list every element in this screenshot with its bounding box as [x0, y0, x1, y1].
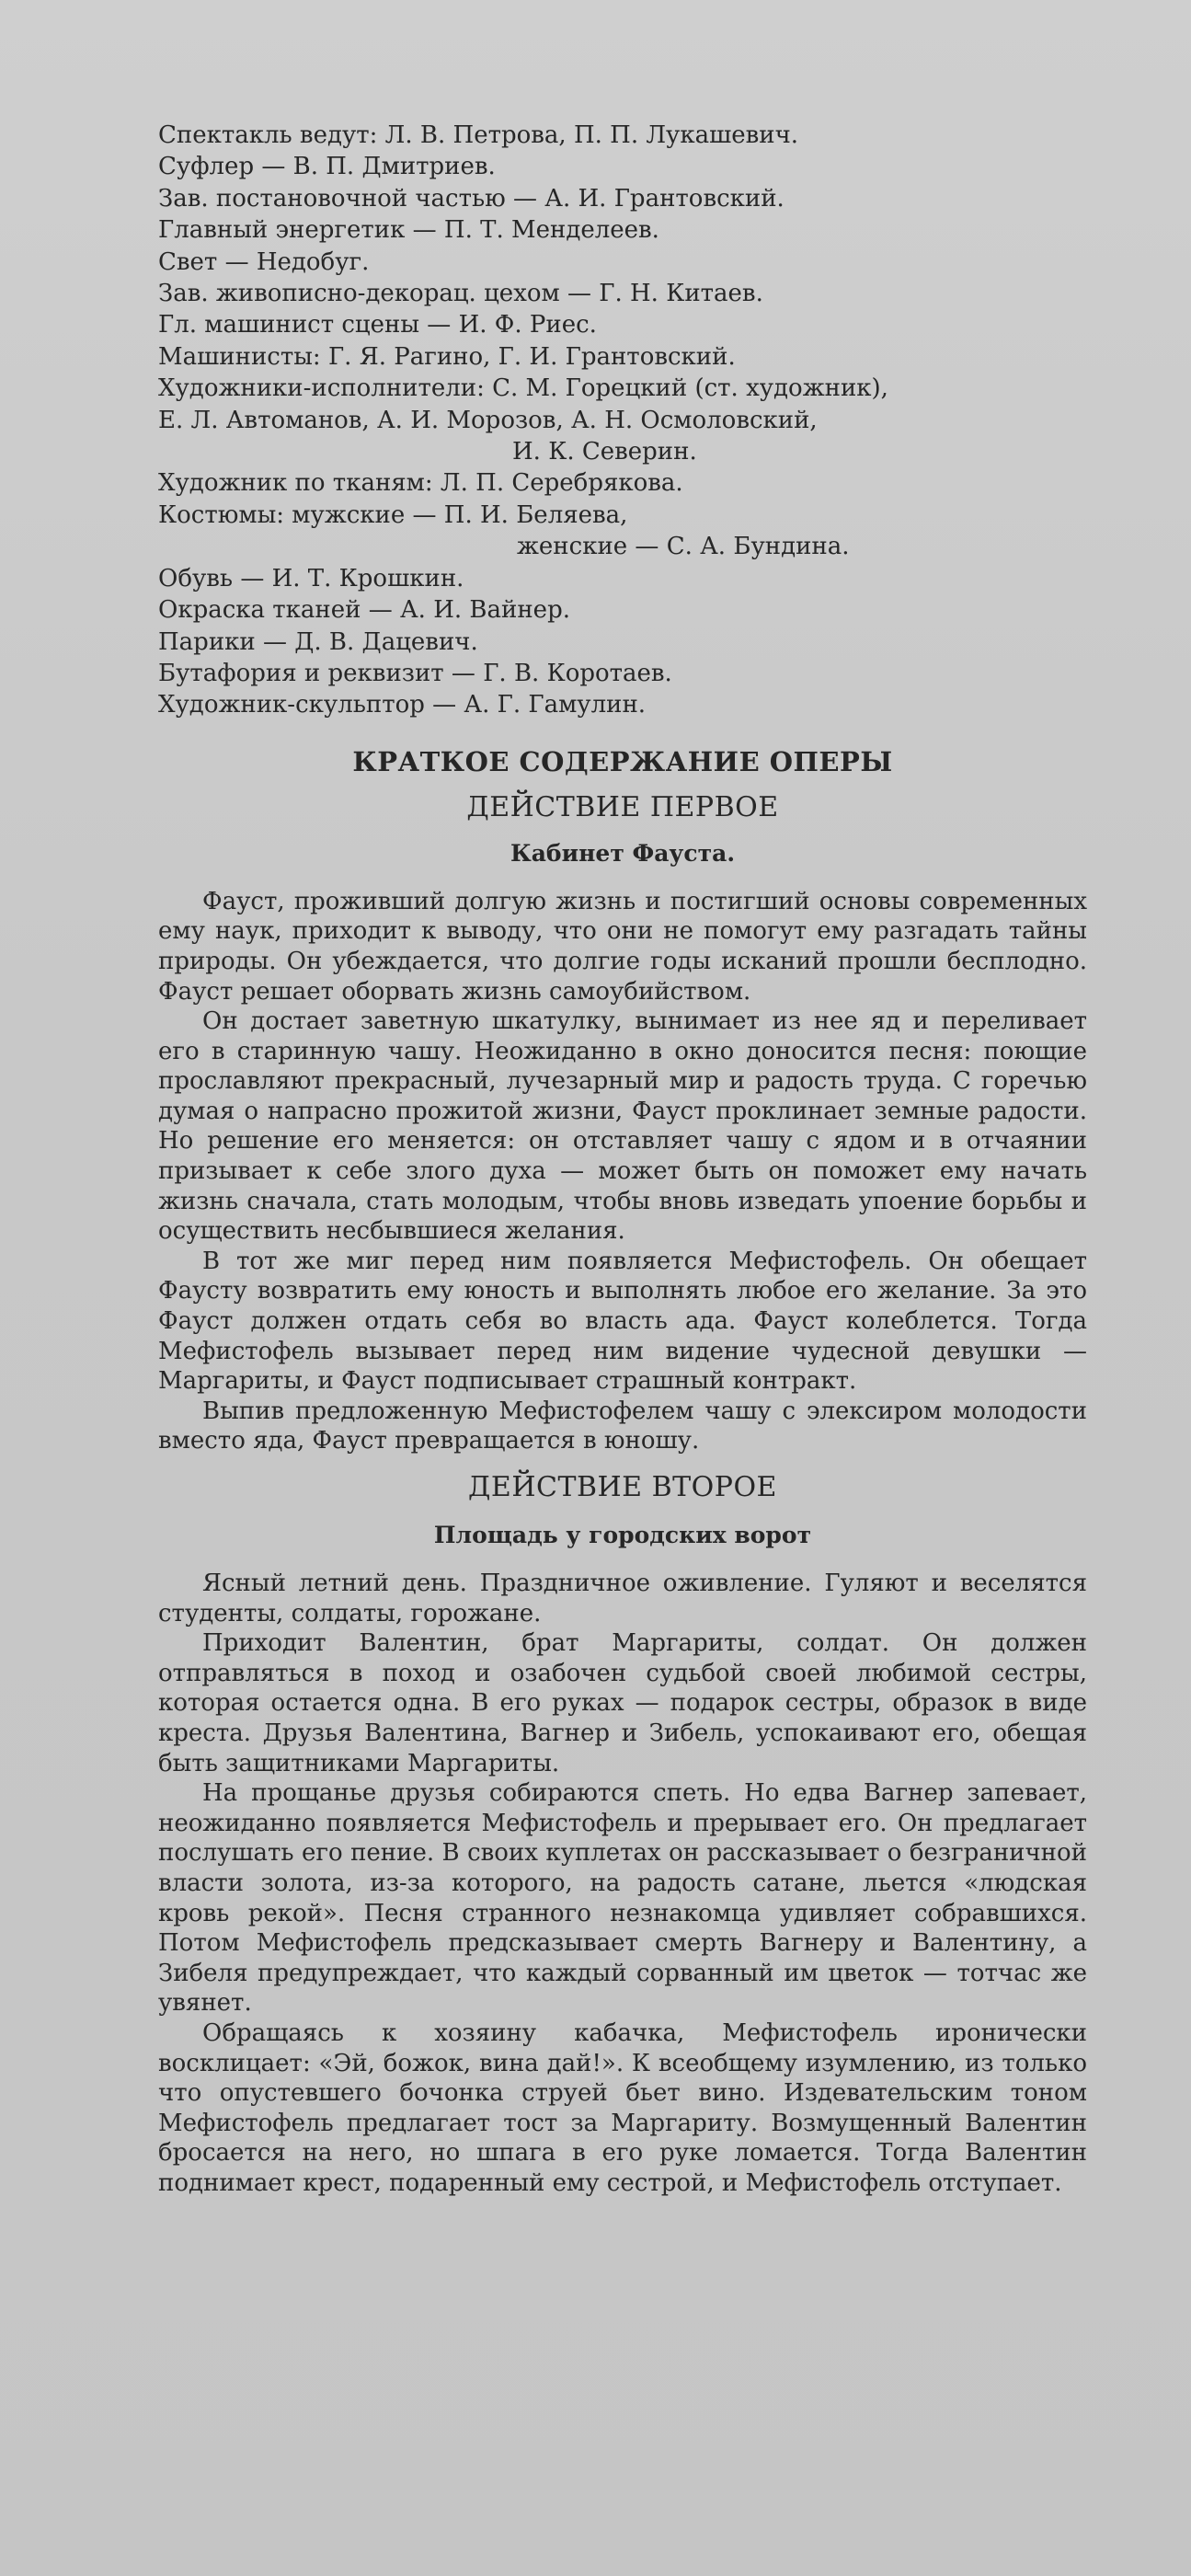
paragraph: Ясный летний день. Праздничное оживление. Гуляют и веселятся студенты, солдаты, горожане. [158, 1570, 1087, 1627]
credit-line: Гл. машинист сцены — И. Ф. Риес. [158, 311, 597, 339]
credit-line: женские — С. А. Бундина. [517, 533, 850, 561]
paragraph: Приходит Валентин, брат Маргариты, солдат. Он должен отправляться в поход и озабочен судьбой своей любимой сестры, которая остается одна. В его руках — подарок сестры, образок в виде креста. Друзья Валентина, Вагнер и Зибель, успокаивают его, обещая быть защитниками Маргариты. [158, 1629, 1087, 1777]
credit-line: Свет — Недобуг. [158, 247, 370, 276]
credit-line: Машинисты: Г. Я. Рагино, Г. И. Грантовский. [158, 342, 736, 371]
credit-line: Зав. живописно-декорац. цехом — Г. Н. Китаев. [158, 280, 763, 308]
credit-line: Окраска тканей — А. И. Вайнер. [158, 596, 570, 625]
credit-line: Бутафория и реквизит — Г. В. Коротаев. [158, 659, 672, 687]
paragraph: На прощанье друзья собираются спеть. Но едва Вагнер запевает, неожиданно появляется Мефистофель и прерывает его. Он предлагает послушать его пение. В своих куплетах он рассказывает о безграничной власти золота, из-за которого, на радость сатане, льется «людская кровь рекой». Песня странного незнакомца удивляет собравшихся. Потом Мефистофель предсказывает смерть Вагнеру и Валентину, а Зибеля предупреждает, что каждый сорванный им цветок — тотчас же увянет. [158, 1779, 1087, 2018]
paragraph: Фауст, проживший долгую жизнь и постигший основы современных ему наук, приходит к выводу, что они не помогут ему разгадать тайны природы. Он убеждается, что долгие годы исканий прошли бесплодно. Фауст решает оборвать жизнь самоубийством. [158, 887, 1087, 1006]
credit-line: Зав. постановочной частью — А. И. Грантовский. [158, 184, 784, 213]
credit-line: Главный энергетик — П. Т. Менделеев. [158, 216, 659, 245]
paragraph: Обращаясь к хозяину кабачка, Мефистофель иронически восклицает: «Эй, божок, вина дай!». К всеобщему изумлению, из только что опустевшего бочонка струей бьет вино. Издевательским тоном Мефистофель предлагает тост за Маргариту. Возмущенный Валентин бросается на него, но шпага в его руке ломается. Тогда Валентин поднимает крест, подаренный ему сестрой, и Мефистофель отступает. [158, 2018, 1087, 2197]
credits-list [158, 120, 1087, 721]
credit-line: Обувь — И. Т. Крошкин. [158, 564, 464, 592]
act-two-scene: Площадь у городских ворот [433, 1522, 812, 1548]
act-one-title: ДЕЙСТВИЕ ПЕРВОЕ [466, 790, 779, 823]
credit-line: Художник по тканям: Л. П. Серебрякова. [158, 469, 683, 498]
credit-line: Художники-исполнители: С. М. Горецкий (ст. художник), [158, 374, 888, 403]
act-two-title: ДЕЙСТВИЕ ВТОРОЕ [468, 1471, 777, 1503]
act-one-text [158, 887, 1087, 1456]
credit-line: Спектакль ведут: Л. В. Петрова, П. П. Лукашевич. [158, 121, 799, 149]
page-content [158, 120, 1087, 2198]
credit-line: И. К. Северин. [512, 438, 697, 466]
paragraph: Он достает заветную шкатулку, вынимает из нее яд и переливает его в старинную чашу. Неожиданно в окно доносится песня: поющие прославляют прекрасный, лучезарный мир и радость труда. С горечью думая о напрасно прожитой жизни, Фауст проклинает земные радости. Но решение его меняется: он отставляет чашу с ядом и в отчаянии призывает к себе злого духа — может быть он поможет ему начать жизнь сначала, стать молодым, чтобы вновь изведать упоение борьбы и осуществить несбывшиеся желания. [158, 1007, 1087, 1246]
credit-line: Суфлер — В. П. Дмитриев. [158, 153, 496, 181]
credit-line: Костюмы: мужские — П. И. Беляева, [158, 500, 628, 529]
credit-line: Парики — Д. В. Дацевич. [158, 627, 478, 656]
paragraph: Выпив предложенную Мефистофелем чашу с элексиром молодости вместо яда, Фауст превращается в юношу. [158, 1397, 1087, 1455]
summary-title: КРАТКОЕ СОДЕРЖАНИЕ ОПЕРЫ [352, 745, 893, 777]
paragraph: В тот же миг перед ним появляется Мефистофель. Он обещает Фаусту возвратить ему юность и выполнять любое его желание. За это Фауст должен отдать себя во власть ада. Фауст колеблется. Тогда Мефистофель вызывает перед ним видение чудесной девушки — Маргариты, и Фауст подписывает страшный контракт. [158, 1247, 1087, 1396]
act-two-text [158, 1569, 1087, 2198]
credit-line: Художник-скульптор — А. Г. Гамулин. [158, 691, 647, 719]
credit-line: Е. Л. Автоманов, А. И. Морозов, А. Н. Осмоловский, [158, 406, 818, 434]
act-one-scene: Кабинет Фауста. [510, 839, 736, 867]
